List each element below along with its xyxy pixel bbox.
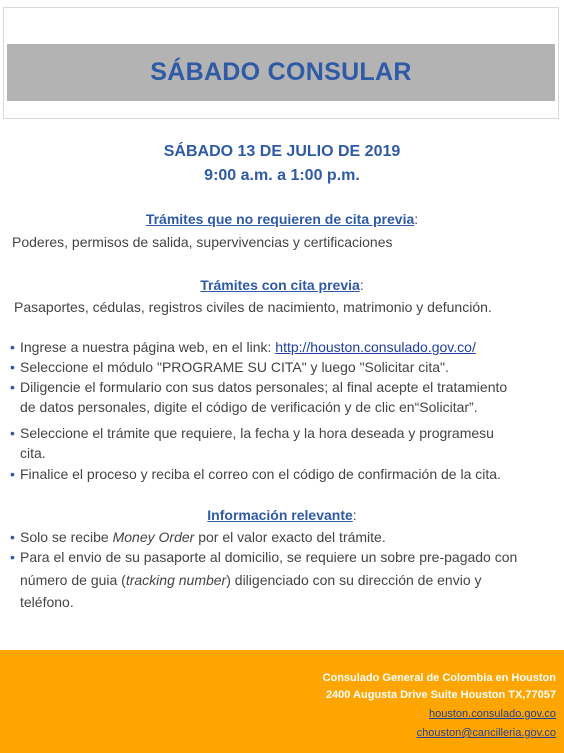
step-1: • Ingrese a nuestra página web, en el link: http://houston.consulado.gov.co/ — [10, 339, 476, 355]
no-appointment-heading-row: Trámites que no requieren de cita previa: — [145, 211, 419, 227]
relevant-item-2: • Para el envio de su pasaporte al domicilio, se requiere un sobre pre-pagado con — [10, 549, 518, 565]
event-hours: 9:00 a.m. a 1:00 p.m. — [204, 167, 360, 184]
footer-bar — [0, 650, 564, 753]
relevant-item-2-end: teléfono. — [20, 594, 74, 610]
step-3-continued: de datos personales, digite el código de verificación y de clic en“Solicitar”. — [20, 399, 478, 415]
footer-website-link[interactable]: houston.consulado.gov.co — [429, 708, 556, 720]
step-2: • Seleccione el módulo "PROGRAME SU CITA" y luego "Solicitar cita". — [10, 359, 449, 375]
step-5: • Finalice el proceso y reciba el correo con el código de confirmación de la cita. — [10, 466, 501, 482]
with-appointment-text: Pasaportes, cédulas, registros civiles de nacimiento, matrimonio y defunción. — [14, 299, 492, 315]
no-appointment-heading: Trámites que no requieren de cita previa — [145, 211, 415, 227]
relevant-item-1: • Solo se recibe Money Order por el valor exacto del trámite. — [10, 529, 386, 545]
step-3: • Diligencie el formulario con sus datos personales; al final acepte el tratamiento — [10, 379, 508, 395]
footer-address: 2400 Augusta Drive Suite Houston TX,77057 — [325, 689, 556, 701]
relevant-item-2-continued: número de guia (tracking number) diligenciado con su dirección de envio y — [20, 572, 482, 588]
page-title: SÁBADO CONSULAR — [150, 58, 412, 86]
step-4: • Seleccione el trámite que requiere, la fecha y la hora deseada y programesu — [10, 425, 494, 441]
relevant-heading-row: Información relevante: — [207, 507, 357, 523]
step-4-continued: cita. — [20, 445, 46, 461]
no-appointment-text: Poderes, permisos de salida, supervivencias y certificaciones — [12, 234, 393, 250]
footer-email-link[interactable]: chouston@cancilleria.gov.co — [416, 727, 556, 739]
title-banner — [7, 44, 555, 101]
consulate-link[interactable]: http://houston.consulado.gov.co/ — [275, 339, 476, 355]
relevant-heading: Información relevante — [207, 507, 353, 523]
with-appointment-heading: Trámites con cita previa — [200, 277, 360, 293]
footer-org: Consulado General de Colombia en Houston — [322, 672, 556, 684]
event-date: SÁBADO 13 DE JULIO DE 2019 — [163, 143, 401, 160]
with-appointment-heading-row: Trámites con cita previa: — [200, 277, 364, 293]
